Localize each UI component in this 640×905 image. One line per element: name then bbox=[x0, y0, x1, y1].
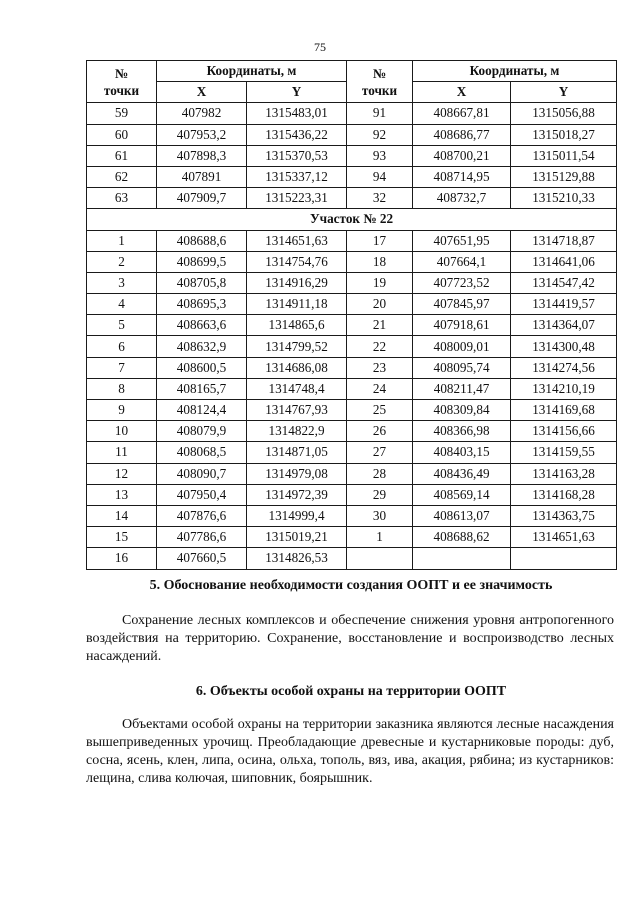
table-row bbox=[87, 294, 617, 315]
table-cell: 408700,21 bbox=[413, 145, 511, 166]
table-cell: 408732,7 bbox=[413, 188, 511, 209]
table-cell: 407909,7 bbox=[157, 188, 247, 209]
table-cell: 1314364,07 bbox=[511, 315, 617, 336]
table-row bbox=[87, 124, 617, 145]
table-row bbox=[87, 484, 617, 505]
table-cell: 1314651,63 bbox=[247, 230, 347, 251]
table-cell: 92 bbox=[347, 124, 413, 145]
table-cell: 408569,14 bbox=[413, 484, 511, 505]
table-cell: 1314799,52 bbox=[247, 336, 347, 357]
table-row bbox=[87, 103, 617, 124]
table-cell: 1314767,93 bbox=[247, 400, 347, 421]
table-row bbox=[87, 336, 617, 357]
header-coordinates-right: Координаты, м bbox=[413, 61, 617, 82]
table-cell: 407918,61 bbox=[413, 315, 511, 336]
table-cell: 1314363,75 bbox=[511, 505, 617, 526]
table-cell bbox=[413, 548, 511, 569]
table-cell: 27 bbox=[347, 442, 413, 463]
table-cell: 4 bbox=[87, 294, 157, 315]
table-cell: 21 bbox=[347, 315, 413, 336]
table-cell: 407891 bbox=[157, 166, 247, 187]
table-row bbox=[87, 188, 617, 209]
table-cell: 408403,15 bbox=[413, 442, 511, 463]
table-cell: 11 bbox=[87, 442, 157, 463]
table-row bbox=[87, 166, 617, 187]
table-cell: 26 bbox=[347, 421, 413, 442]
table-cell: 408436,49 bbox=[413, 463, 511, 484]
table-cell: 1315223,31 bbox=[247, 188, 347, 209]
table-cell: 1314274,56 bbox=[511, 357, 617, 378]
header-point-number-right bbox=[347, 61, 413, 103]
table-cell: 407898,3 bbox=[157, 145, 247, 166]
table-cell: 1315483,01 bbox=[247, 103, 347, 124]
table-cell: 93 bbox=[347, 145, 413, 166]
table-cell: 408714,95 bbox=[413, 166, 511, 187]
table-cell: 408613,07 bbox=[413, 505, 511, 526]
table-cell: 1314210,19 bbox=[511, 378, 617, 399]
table-cell: 14 bbox=[87, 505, 157, 526]
table-cell: 1314826,53 bbox=[247, 548, 347, 569]
table-cell: 408366,98 bbox=[413, 421, 511, 442]
table-cell: 62 bbox=[87, 166, 157, 187]
table-cell: 1 bbox=[347, 527, 413, 548]
table-cell: 1314979,08 bbox=[247, 463, 347, 484]
table-cell: 408695,3 bbox=[157, 294, 247, 315]
table-cell: 408090,7 bbox=[157, 463, 247, 484]
coordinates-table bbox=[86, 60, 617, 570]
header-x-left: X bbox=[157, 82, 247, 103]
table-cell: 2 bbox=[87, 251, 157, 272]
section-title-row bbox=[87, 209, 617, 230]
table-cell: 1315370,53 bbox=[247, 145, 347, 166]
table-cell: 408705,8 bbox=[157, 272, 247, 293]
table-cell: 407876,6 bbox=[157, 505, 247, 526]
table-cell: 1314748,4 bbox=[247, 378, 347, 399]
table-cell: 1314300,48 bbox=[511, 336, 617, 357]
table-cell: 407651,95 bbox=[413, 230, 511, 251]
table-row bbox=[87, 442, 617, 463]
table-cell: 19 bbox=[347, 272, 413, 293]
table-cell: 1315436,22 bbox=[247, 124, 347, 145]
table-cell: 407982 bbox=[157, 103, 247, 124]
table-cell: 408663,6 bbox=[157, 315, 247, 336]
table-cell: 59 bbox=[87, 103, 157, 124]
table-cell: 13 bbox=[87, 484, 157, 505]
table-cell: 407953,2 bbox=[157, 124, 247, 145]
table-cell: 12 bbox=[87, 463, 157, 484]
table-cell: 408667,81 bbox=[413, 103, 511, 124]
table-cell: 408124,4 bbox=[157, 400, 247, 421]
table-cell bbox=[347, 548, 413, 569]
table-cell: 6 bbox=[87, 336, 157, 357]
table-cell: 16 bbox=[87, 548, 157, 569]
table-cell: 408079,9 bbox=[157, 421, 247, 442]
table-cell: 1314718,87 bbox=[511, 230, 617, 251]
table-cell: 3 bbox=[87, 272, 157, 293]
table-cell: 7 bbox=[87, 357, 157, 378]
section-6-heading: 6. Объекты особой охраны на территории ООПТ bbox=[195, 684, 507, 699]
table-cell: 1315019,21 bbox=[247, 527, 347, 548]
table-cell: 18 bbox=[347, 251, 413, 272]
table-cell: 1314871,05 bbox=[247, 442, 347, 463]
table-cell: 25 bbox=[347, 400, 413, 421]
table-cell: 1314754,76 bbox=[247, 251, 347, 272]
table-cell: 1315056,88 bbox=[511, 103, 617, 124]
table-cell: 1314972,39 bbox=[247, 484, 347, 505]
table-cell: 1315129,88 bbox=[511, 166, 617, 187]
table-cell: 1315337,12 bbox=[247, 166, 347, 187]
table-cell: 30 bbox=[347, 505, 413, 526]
header-no-symbol: № bbox=[372, 65, 387, 81]
table-cell: 29 bbox=[347, 484, 413, 505]
table-cell: 1314547,42 bbox=[511, 272, 617, 293]
table-cell: 1314999,4 bbox=[247, 505, 347, 526]
table-cell: 408688,6 bbox=[157, 230, 247, 251]
table-cell: 407950,4 bbox=[157, 484, 247, 505]
table-cell: 1314159,55 bbox=[511, 442, 617, 463]
table-cell: 408068,5 bbox=[157, 442, 247, 463]
table-cell: 1314419,57 bbox=[511, 294, 617, 315]
table-row bbox=[87, 230, 617, 251]
table-row bbox=[87, 505, 617, 526]
table-row bbox=[87, 527, 617, 548]
header-y-left: Y bbox=[247, 82, 347, 103]
table-cell: 5 bbox=[87, 315, 157, 336]
header-no-word: точки bbox=[103, 82, 140, 98]
section-title: Участок № 22 bbox=[87, 209, 617, 230]
table-cell: 1315018,27 bbox=[511, 124, 617, 145]
table-cell: 408600,5 bbox=[157, 357, 247, 378]
table-row bbox=[87, 145, 617, 166]
page-number: 75 bbox=[314, 40, 326, 54]
table-cell: 23 bbox=[347, 357, 413, 378]
table-cell: 1314916,29 bbox=[247, 272, 347, 293]
table-cell: 1314651,63 bbox=[511, 527, 617, 548]
table-cell: 1314156,66 bbox=[511, 421, 617, 442]
header-y-right: Y bbox=[511, 82, 617, 103]
table-cell: 407845,97 bbox=[413, 294, 511, 315]
table-cell: 20 bbox=[347, 294, 413, 315]
table-cell: 1314822,9 bbox=[247, 421, 347, 442]
table-cell bbox=[511, 548, 617, 569]
table-cell: 1315210,33 bbox=[511, 188, 617, 209]
table-row bbox=[87, 357, 617, 378]
table-cell: 407664,1 bbox=[413, 251, 511, 272]
table-cell: 9 bbox=[87, 400, 157, 421]
table-row bbox=[87, 251, 617, 272]
table-cell: 1314168,28 bbox=[511, 484, 617, 505]
table-cell: 10 bbox=[87, 421, 157, 442]
table-cell: 408211,47 bbox=[413, 378, 511, 399]
table-cell: 407723,52 bbox=[413, 272, 511, 293]
table-cell: 28 bbox=[347, 463, 413, 484]
table-cell: 91 bbox=[347, 103, 413, 124]
table-row bbox=[87, 548, 617, 569]
table-cell: 1314686,08 bbox=[247, 357, 347, 378]
table-row bbox=[87, 315, 617, 336]
section-6-text: Объектами особой охраны на территории заказника являются лесные насаждения вышеприведенных урочищ. Преобладающие древесные и кустарниковые породы: дуб, сосна, ясень, клен, липа, осина, ольха, тополь, вяз, ива, акация, рябина; из кустарников: лещина, слива колючая, шиповник, боярышник. bbox=[86, 717, 614, 786]
table-cell: 408688,62 bbox=[413, 527, 511, 548]
table-row bbox=[87, 272, 617, 293]
table-cell: 1314169,68 bbox=[511, 400, 617, 421]
table-cell: 24 bbox=[347, 378, 413, 399]
table-cell: 408009,01 bbox=[413, 336, 511, 357]
table-cell: 1314911,18 bbox=[247, 294, 347, 315]
section-5-text: Сохранение лесных комплексов и обеспечение снижения уровня антропогенного воздействия на территорию. Сохранение, восстановление и воспроизводство лесных насаждений. bbox=[86, 613, 614, 664]
table-cell: 407660,5 bbox=[157, 548, 247, 569]
table-cell: 1314163,28 bbox=[511, 463, 617, 484]
table-cell: 1314641,06 bbox=[511, 251, 617, 272]
table-cell: 17 bbox=[347, 230, 413, 251]
table-row bbox=[87, 463, 617, 484]
table-row bbox=[87, 378, 617, 399]
table-cell: 61 bbox=[87, 145, 157, 166]
table-cell: 8 bbox=[87, 378, 157, 399]
table-cell: 1314865,6 bbox=[247, 315, 347, 336]
header-x-right: X bbox=[413, 82, 511, 103]
table-cell: 32 bbox=[347, 188, 413, 209]
table-cell: 63 bbox=[87, 188, 157, 209]
table-cell: 408309,84 bbox=[413, 400, 511, 421]
table-cell: 15 bbox=[87, 527, 157, 548]
table-cell: 408699,5 bbox=[157, 251, 247, 272]
table-row bbox=[87, 400, 617, 421]
header-no-word: точки bbox=[361, 82, 398, 98]
header-no-symbol: № bbox=[114, 65, 129, 81]
table-cell: 408095,74 bbox=[413, 357, 511, 378]
table-row bbox=[87, 421, 617, 442]
table-cell: 408165,7 bbox=[157, 378, 247, 399]
table-cell: 94 bbox=[347, 166, 413, 187]
table-cell: 407786,6 bbox=[157, 527, 247, 548]
table-cell: 1 bbox=[87, 230, 157, 251]
header-point-number-left bbox=[87, 61, 157, 103]
section-5-heading: 5. Обоснование необходимости создания ООПТ и ее значимость bbox=[149, 578, 553, 593]
table-cell: 408686,77 bbox=[413, 124, 511, 145]
table-cell: 1315011,54 bbox=[511, 145, 617, 166]
table-cell: 408632,9 bbox=[157, 336, 247, 357]
header-coordinates-left: Координаты, м bbox=[157, 61, 347, 82]
table-cell: 60 bbox=[87, 124, 157, 145]
table-cell: 22 bbox=[347, 336, 413, 357]
